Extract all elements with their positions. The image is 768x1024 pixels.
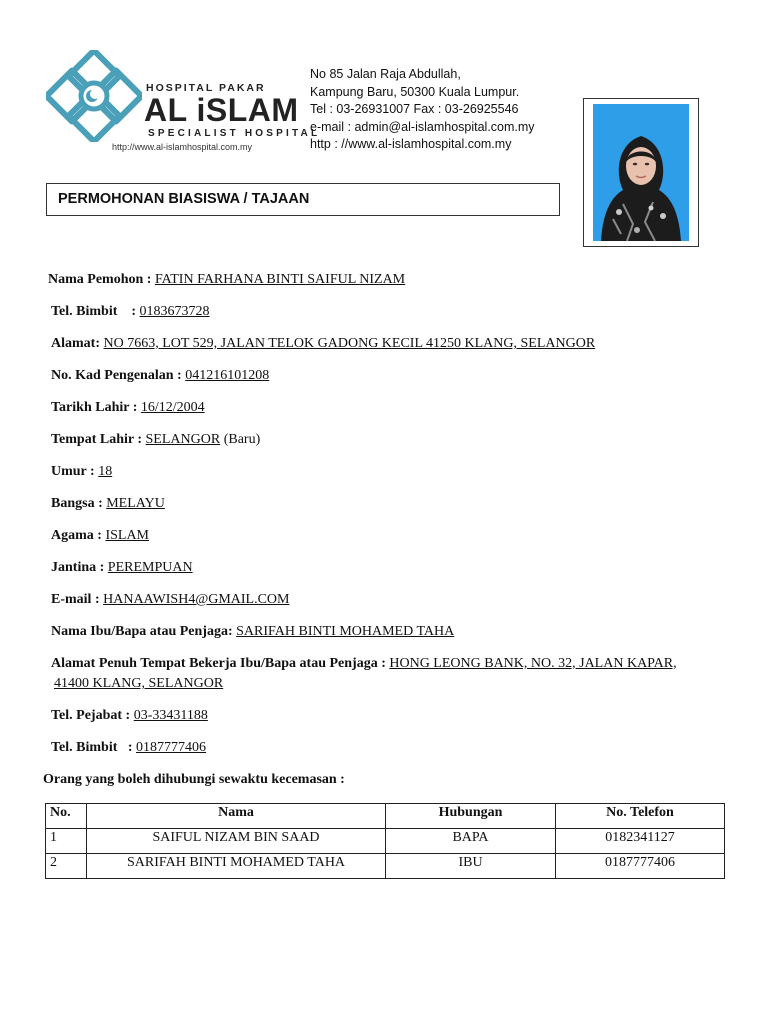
table-cell: 0187777406 — [556, 854, 725, 879]
field-tel-bimbit — [51, 303, 210, 321]
table-cell: IBU — [386, 854, 556, 879]
column-header: Nama — [87, 804, 386, 829]
emergency-contact-heading: Orang yang boleh dihubungi sewaktu kecemasan : — [43, 772, 345, 787]
field-nama-pemohon — [48, 271, 405, 289]
table-row — [46, 829, 725, 854]
column-header: No. — [46, 804, 87, 829]
field-value: SELANGOR — [145, 432, 221, 447]
field-jantina — [51, 559, 193, 577]
field-email — [51, 591, 289, 609]
table-cell: 0182341127 — [556, 829, 725, 854]
field-tarikh-lahir — [51, 399, 205, 417]
field-label: Nama Ibu/Bapa atau Penjaga: — [51, 624, 233, 639]
logo-url: http://www.al-islamhospital.com.my — [112, 142, 253, 152]
field-label: Jantina : — [51, 560, 105, 575]
field-label: Tempat Lahir : — [51, 432, 143, 447]
field-note: (Baru) — [223, 432, 261, 447]
phone-line: Tel : 03-26931007 Fax : 03-26925546 — [310, 102, 519, 116]
field-value: PEREMPUAN — [107, 560, 193, 575]
field-label: Bangsa : — [51, 496, 103, 511]
field-value: 16/12/2004 — [140, 400, 205, 415]
field-value: ISLAM — [105, 528, 149, 543]
emergency-contact-table — [45, 803, 725, 879]
field-value: HANAAWISH4@GMAIL.COM — [103, 592, 290, 607]
form-title-box — [46, 183, 560, 216]
table-cell: 2 — [46, 854, 87, 879]
field-label: Alamat Penuh Tempat Bekerja Ibu/Bapa atau Penjaga : — [51, 656, 386, 671]
email-line: e-mail : admin@al-islamhospital.com.my — [310, 119, 535, 134]
field-label: Tel. Bimbit : — [51, 740, 133, 755]
column-header: Hubungan — [386, 804, 556, 829]
field-alamat-kerja — [51, 655, 677, 673]
field-value: MELAYU — [106, 496, 165, 511]
field-value: 03-33431188 — [133, 708, 208, 723]
field-value: HONG LEONG BANK, NO. 32, JALAN KAPAR, — [389, 656, 677, 671]
field-label: Umur : — [51, 464, 95, 479]
form-title: PERMOHONAN BIASISWA / TAJAAN — [58, 191, 310, 207]
field-label: No. Kad Pengenalan : — [51, 368, 182, 383]
field-value: SARIFAH BINTI MOHAMED TAHA — [236, 624, 455, 639]
field-value: 041216101208 — [185, 368, 270, 383]
field-label: Tarikh Lahir : — [51, 400, 138, 415]
table-cell: BAPA — [386, 829, 556, 854]
table-cell: SAIFUL NIZAM BIN SAAD — [87, 829, 386, 854]
field-label: Nama Pemohon : — [48, 272, 152, 287]
portrait-icon — [593, 104, 689, 241]
field-value: 0187777406 — [136, 740, 207, 755]
field-tel-pejabat — [51, 707, 208, 725]
logo-sub-text: SPECIALIST HOSPITAL — [148, 128, 321, 139]
field-value: FATIN FARHANA BINTI SAIFUL NIZAM — [154, 272, 406, 287]
hospital-address — [310, 66, 535, 154]
field-umur — [51, 463, 112, 481]
table-cell: 1 — [46, 829, 87, 854]
field-tel-bimbit-penjaga — [51, 739, 206, 757]
field-alamat — [51, 335, 595, 353]
address-line: No 85 Jalan Raja Abdullah, — [310, 67, 461, 81]
field-label: Agama : — [51, 528, 102, 543]
table-cell: SARIFAH BINTI MOHAMED TAHA — [87, 854, 386, 879]
field-label: Alamat: — [51, 336, 100, 351]
star-emblem-icon — [46, 50, 142, 142]
field-value: 41400 KLANG, SELANGOR — [54, 676, 224, 691]
field-tempat-lahir — [51, 431, 260, 449]
field-value: 0183673728 — [139, 304, 210, 319]
table-row — [46, 854, 725, 879]
logo-main-text: AL iSLAM — [144, 92, 299, 128]
applicant-photo-frame — [583, 98, 699, 247]
field-label: E-mail : — [51, 592, 100, 607]
logo-top-text: HOSPITAL PAKAR — [146, 82, 266, 94]
field-bangsa — [51, 495, 165, 513]
field-value: NO 7663, LOT 529, JALAN TELOK GADONG KECIL 41250 KLANG, SELANGOR — [103, 336, 596, 351]
field-nama-penjaga — [51, 623, 454, 641]
column-header: No. Telefon — [556, 804, 725, 829]
hospital-logo — [46, 48, 321, 156]
field-label: Tel. Pejabat : — [51, 708, 131, 723]
address-line: Kampung Baru, 50300 Kuala Lumpur. — [310, 84, 520, 99]
website-line: http : //www.al-islamhospital.com.my — [310, 137, 512, 151]
applicant-photo — [593, 104, 689, 241]
field-value: 18 — [98, 464, 113, 479]
field-label: Tel. Bimbit : — [51, 304, 137, 319]
field-agama — [51, 527, 149, 545]
table-header-row — [46, 804, 725, 829]
field-alamat-kerja-line2 — [54, 675, 223, 693]
field-kad-pengenalan — [51, 367, 269, 385]
